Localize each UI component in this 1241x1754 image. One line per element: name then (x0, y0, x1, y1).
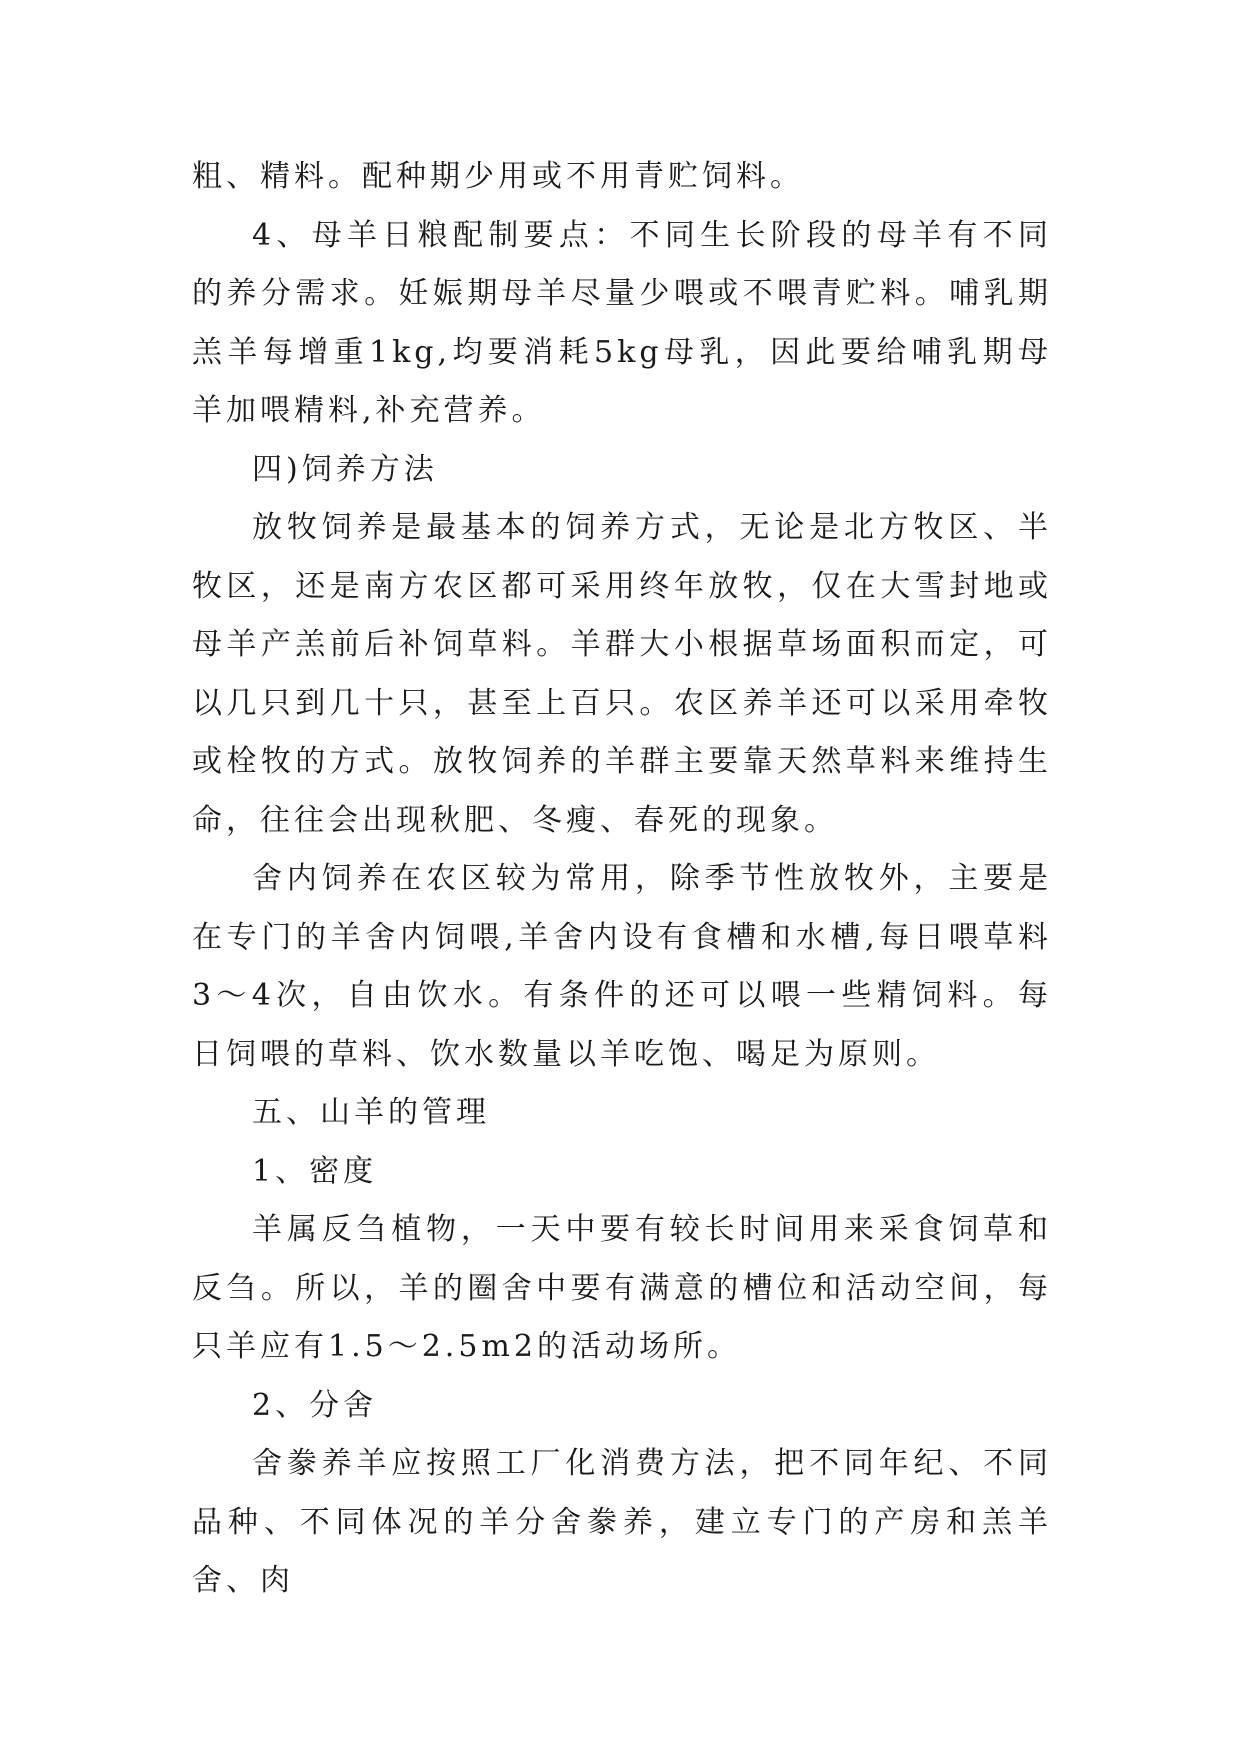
paragraph: 粗、精料。配种期少用或不用青贮饲料。 (192, 159, 804, 194)
section-heading: 五、山羊的管理 (252, 1095, 490, 1130)
paragraph: 舍豢养羊应按照工厂化消费方法，把不同年纪、不同品种、不同体况的羊分舍豢养，建立专门的产房和羔羊舍、肉 (192, 1446, 1052, 1598)
paragraph: 舍内饲养在农区较为常用，除季节性放牧外，主要是在专门的羊舍内饲喂,羊舍内设有食槽和水槽,每日喂草料3～4次，自由饮水。有条件的还可以喂一些精饲料。每日饲喂的草料、饮水数量以羊吃饱、喝足为原则。 (192, 861, 1052, 1072)
paragraph: 羊属反刍植物，一天中要有较长时间用来采食饲草和反刍。所以，羊的圈舍中要有满意的槽位和活动空间，每只羊应有1.5～2.5m2的活动场所。 (192, 1212, 1052, 1364)
paragraph: 4、母羊日粮配制要点：不同生长阶段的母羊有不同的养分需求。妊娠期母羊尽量少喂或不喂青贮料。哺乳期羔羊每增重1kg,均要消耗5kg母乳，因此要给哺乳期母羊加喂精料,补充营养。 (192, 217, 1052, 428)
subsection-heading: 2、分舍 (252, 1387, 378, 1423)
section-heading: 四)饲养方法 (252, 451, 438, 487)
document-page (192, 148, 1052, 1611)
subsection-heading: 1、密度 (252, 1153, 378, 1189)
paragraph: 放牧饲养是最基本的饲养方式，无论是北方牧区、半牧区，还是南方农区都可采用终年放牧，仅在大雪封地或母羊产羔前后补饲草料。羊群大小根据草场面积而定，可以几只到几十只，甚至上百只。农区养羊还可以采用牵牧或栓牧的方式。放牧饲养的羊群主要靠天然草料来维持生命，往往会出现秋肥、冬瘦、春死的现象。 (192, 510, 1052, 838)
